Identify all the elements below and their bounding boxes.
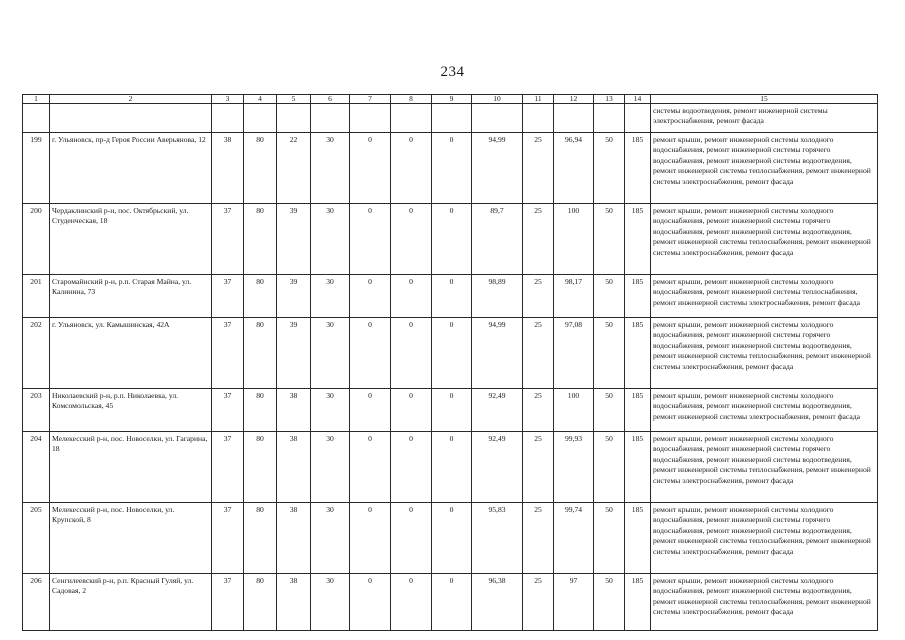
col6-cell: 30 (311, 318, 350, 389)
row-number: 203 (23, 389, 50, 432)
col14-cell: 185 (625, 275, 651, 318)
col9-cell: 0 (432, 275, 472, 318)
col8-cell: 0 (391, 318, 432, 389)
works-cell: ремонт крыши, ремонт инженерной системы холодного водоснабжения, ремонт инженерной системы теплоснабжения, ремонт инженерной системы электроснабжения, ремонт фасада (651, 275, 878, 318)
col7-cell: 0 (350, 204, 391, 275)
works-cell: ремонт крыши, ремонт инженерной системы холодного водоснабжения, ремонт инженерной системы горячего водоснабжения, ремонт инженерной системы водоотведения, ремонт инженерной системы теплоснабжения, ремонт инженерной системы электроснабжения, ремонт фасада (651, 133, 878, 204)
col6-cell: 30 (311, 389, 350, 432)
col4-cell: 80 (244, 503, 277, 574)
col13-cell: 50 (594, 318, 625, 389)
column-header: 1 (23, 95, 50, 104)
col5-cell: 38 (277, 432, 311, 503)
table-row (23, 432, 878, 503)
col14-cell: 185 (625, 318, 651, 389)
repair-register-table (22, 94, 878, 631)
col3-cell: 37 (212, 432, 244, 503)
column-header: 13 (594, 95, 625, 104)
col3-cell: 37 (212, 318, 244, 389)
column-header: 2 (50, 95, 212, 104)
works-cell: системы водоотведения, ремонт инженерной системы электроснабжения, ремонт фасада (651, 104, 878, 133)
address-cell: Николаевский р-н, р.п. Николаевка, ул. Комсомольская, 45 (50, 389, 212, 432)
column-number-row (23, 95, 878, 104)
column-header: 15 (651, 95, 878, 104)
col12-cell: 99,74 (554, 503, 594, 574)
works-cell: ремонт крыши, ремонт инженерной системы холодного водоснабжения, ремонт инженерной системы водоотведения, ремонт инженерной системы теплоснабжения, ремонт инженерной системы электроснабжения, ремонт фасада (651, 574, 878, 631)
empty-cell (432, 104, 472, 133)
continuation-row (23, 104, 878, 133)
col12-cell: 99,93 (554, 432, 594, 503)
empty-cell (50, 104, 212, 133)
row-number: 200 (23, 204, 50, 275)
col4-cell: 80 (244, 204, 277, 275)
row-number: 206 (23, 574, 50, 631)
col4-cell: 80 (244, 432, 277, 503)
col8-cell: 0 (391, 389, 432, 432)
col11-cell: 25 (523, 318, 554, 389)
address-cell: г. Ульяновск, пр-д Героя России Аверьянова, 12 (50, 133, 212, 204)
col12-cell: 100 (554, 389, 594, 432)
col13-cell: 50 (594, 389, 625, 432)
row-number: 204 (23, 432, 50, 503)
col11-cell: 25 (523, 432, 554, 503)
col12-cell: 97,08 (554, 318, 594, 389)
col10-cell: 89,7 (472, 204, 523, 275)
works-cell: ремонт крыши, ремонт инженерной системы холодного водоснабжения, ремонт инженерной системы горячего водоснабжения, ремонт инженерной системы водоотведения, ремонт инженерной системы теплоснабжения, ремонт инженерной системы электроснабжения, ремонт фасада (651, 432, 878, 503)
row-number: 201 (23, 275, 50, 318)
address-cell: Старомайнский р-н, р.п. Старая Майна, ул. Калинина, 73 (50, 275, 212, 318)
empty-cell (212, 104, 244, 133)
col3-cell: 37 (212, 503, 244, 574)
col14-cell: 185 (625, 389, 651, 432)
col10-cell: 95,83 (472, 503, 523, 574)
row-number: 199 (23, 133, 50, 204)
col6-cell: 30 (311, 275, 350, 318)
empty-cell (594, 104, 625, 133)
col9-cell: 0 (432, 133, 472, 204)
col5-cell: 38 (277, 574, 311, 631)
col11-cell: 25 (523, 503, 554, 574)
col7-cell: 0 (350, 503, 391, 574)
col13-cell: 50 (594, 503, 625, 574)
empty-cell (472, 104, 523, 133)
col5-cell: 38 (277, 389, 311, 432)
col6-cell: 30 (311, 574, 350, 631)
col9-cell: 0 (432, 389, 472, 432)
works-cell: ремонт крыши, ремонт инженерной системы холодного водоснабжения, ремонт инженерной системы горячего водоснабжения, ремонт инженерной системы водоотведения, ремонт инженерной системы теплоснабжения, ремонт инженерной системы электроснабжения, ремонт фасада (651, 204, 878, 275)
col3-cell: 37 (212, 389, 244, 432)
works-cell: ремонт крыши, ремонт инженерной системы холодного водоснабжения, ремонт инженерной системы водоотведения, ремонт инженерной системы электроснабжения, ремонт фасада (651, 389, 878, 432)
col13-cell: 50 (594, 204, 625, 275)
works-cell: ремонт крыши, ремонт инженерной системы холодного водоснабжения, ремонт инженерной системы горячего водоснабжения, ремонт инженерной системы водоотведения, ремонт инженерной системы теплоснабжения, ремонт инженерной системы электроснабжения, ремонт фасада (651, 318, 878, 389)
col13-cell: 50 (594, 574, 625, 631)
col9-cell: 0 (432, 503, 472, 574)
address-cell: Мелекесский р-н, пос. Новоселки, ул. Гагарина, 18 (50, 432, 212, 503)
empty-cell (625, 104, 651, 133)
col7-cell: 0 (350, 318, 391, 389)
column-header: 9 (432, 95, 472, 104)
column-header: 7 (350, 95, 391, 104)
col4-cell: 80 (244, 318, 277, 389)
col4-cell: 80 (244, 133, 277, 204)
col7-cell: 0 (350, 389, 391, 432)
col3-cell: 37 (212, 204, 244, 275)
col10-cell: 96,38 (472, 574, 523, 631)
empty-cell (350, 104, 391, 133)
col9-cell: 0 (432, 204, 472, 275)
column-header: 11 (523, 95, 554, 104)
address-cell: Мелекесский р-н, пос. Новоселки, ул. Крупской, 8 (50, 503, 212, 574)
works-cell: ремонт крыши, ремонт инженерной системы холодного водоснабжения, ремонт инженерной системы горячего водоснабжения, ремонт инженерной системы водоотведения, ремонт инженерной системы теплоснабжения, ремонт инженерной системы электроснабжения, ремонт фасада (651, 503, 878, 574)
col13-cell: 50 (594, 275, 625, 318)
col12-cell: 100 (554, 204, 594, 275)
address-cell: Сенгилеевский р-н, р.п. Красный Гуляй, ул. Садовая, 2 (50, 574, 212, 631)
table-row (23, 275, 878, 318)
row-number: 202 (23, 318, 50, 389)
col11-cell: 25 (523, 574, 554, 631)
empty-cell (244, 104, 277, 133)
col5-cell: 39 (277, 275, 311, 318)
col13-cell: 50 (594, 133, 625, 204)
col11-cell: 25 (523, 275, 554, 318)
column-header: 6 (311, 95, 350, 104)
table-row (23, 204, 878, 275)
col12-cell: 96,94 (554, 133, 594, 204)
column-header: 5 (277, 95, 311, 104)
col6-cell: 30 (311, 503, 350, 574)
col3-cell: 37 (212, 275, 244, 318)
row-number: 205 (23, 503, 50, 574)
col8-cell: 0 (391, 574, 432, 631)
col11-cell: 25 (523, 204, 554, 275)
col5-cell: 22 (277, 133, 311, 204)
col7-cell: 0 (350, 275, 391, 318)
col11-cell: 25 (523, 389, 554, 432)
col9-cell: 0 (432, 432, 472, 503)
table-row (23, 503, 878, 574)
col10-cell: 94,99 (472, 318, 523, 389)
column-header: 10 (472, 95, 523, 104)
column-header: 12 (554, 95, 594, 104)
col12-cell: 97 (554, 574, 594, 631)
col5-cell: 38 (277, 503, 311, 574)
empty-cell (311, 104, 350, 133)
column-header: 4 (244, 95, 277, 104)
column-header: 3 (212, 95, 244, 104)
empty-cell (523, 104, 554, 133)
col6-cell: 30 (311, 432, 350, 503)
col10-cell: 94,99 (472, 133, 523, 204)
col5-cell: 39 (277, 204, 311, 275)
col13-cell: 50 (594, 432, 625, 503)
col14-cell: 185 (625, 133, 651, 204)
col14-cell: 185 (625, 432, 651, 503)
empty-cell (23, 104, 50, 133)
col10-cell: 92,49 (472, 432, 523, 503)
col4-cell: 80 (244, 574, 277, 631)
col5-cell: 39 (277, 318, 311, 389)
col11-cell: 25 (523, 133, 554, 204)
col3-cell: 38 (212, 133, 244, 204)
address-cell: г. Ульяновск, ул. Камышинская, 42А (50, 318, 212, 389)
empty-cell (554, 104, 594, 133)
col14-cell: 185 (625, 204, 651, 275)
column-header: 14 (625, 95, 651, 104)
col6-cell: 30 (311, 204, 350, 275)
col8-cell: 0 (391, 432, 432, 503)
address-cell: Чердаклинский р-н, пос. Октябрьский, ул. Студенческая, 18 (50, 204, 212, 275)
col7-cell: 0 (350, 133, 391, 204)
col8-cell: 0 (391, 204, 432, 275)
table-row (23, 574, 878, 631)
col7-cell: 0 (350, 574, 391, 631)
col8-cell: 0 (391, 503, 432, 574)
column-header: 8 (391, 95, 432, 104)
col8-cell: 0 (391, 275, 432, 318)
col14-cell: 185 (625, 503, 651, 574)
col8-cell: 0 (391, 133, 432, 204)
col6-cell: 30 (311, 133, 350, 204)
empty-cell (391, 104, 432, 133)
col4-cell: 80 (244, 275, 277, 318)
col4-cell: 80 (244, 389, 277, 432)
col12-cell: 98,17 (554, 275, 594, 318)
col10-cell: 92,49 (472, 389, 523, 432)
col9-cell: 0 (432, 318, 472, 389)
col10-cell: 98,89 (472, 275, 523, 318)
col7-cell: 0 (350, 432, 391, 503)
table-row (23, 318, 878, 389)
page-number: 234 (440, 64, 465, 80)
col14-cell: 185 (625, 574, 651, 631)
table-row (23, 389, 878, 432)
col3-cell: 37 (212, 574, 244, 631)
empty-cell (277, 104, 311, 133)
col9-cell: 0 (432, 574, 472, 631)
table-row (23, 133, 878, 204)
